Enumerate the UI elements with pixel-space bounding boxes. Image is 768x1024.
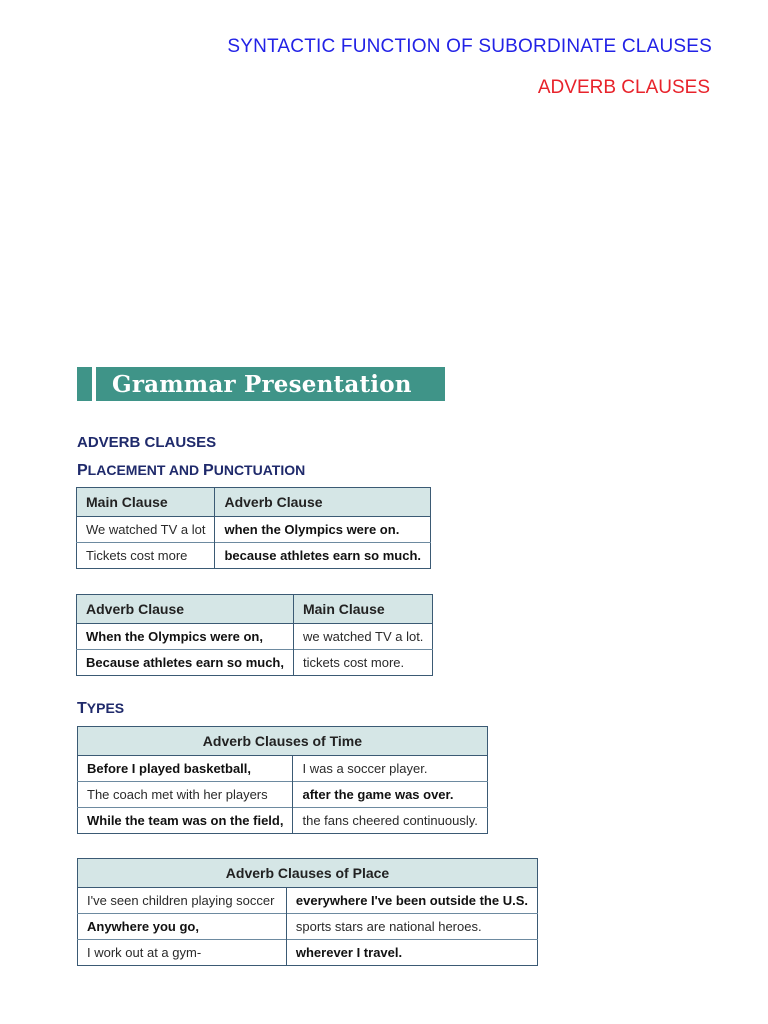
column-header: Adverb Clause [215,488,431,517]
types-heading: TYPES [77,700,125,717]
table-cell: Tickets cost more [77,543,215,569]
table-cell: everywhere I've been outside the U.S. [286,888,537,914]
table-cell: The coach met with her players [78,782,293,808]
table-header-row [77,488,431,517]
table-cell: Anywhere you go, [78,914,287,940]
table-cell: While the team was on the field, [78,808,293,834]
table-row [78,940,538,966]
placement-heading: PLACEMENT AND PUNCTUATION [77,462,306,479]
time-clauses-table [77,726,488,834]
table-title: Adverb Clauses of Time [78,727,488,756]
table-row [77,517,431,543]
table-row [78,914,538,940]
document-title: SYNTACTIC FUNCTION OF SUBORDINATE CLAUSES [227,36,712,57]
table-title: Adverb Clauses of Place [78,859,538,888]
table-cell: sports stars are national heroes. [286,914,537,940]
banner-accent-bar [77,367,96,401]
table-cell: after the game was over. [293,782,487,808]
placement-table-adverb-first [76,594,433,676]
table-cell: I was a soccer player. [293,756,487,782]
table-cell: because athletes earn so much. [215,543,431,569]
table-row [78,888,538,914]
place-clauses-table [77,858,538,966]
column-header: Main Clause [77,488,215,517]
placement-table-main-first [76,487,431,569]
table-cell: We watched TV a lot [77,517,215,543]
table-cell: When the Olympics were on, [77,624,294,650]
table-header-row [78,859,538,888]
table-cell: Before I played basketball, [78,756,293,782]
table-cell: Because athletes earn so much, [77,650,294,676]
table-cell: tickets cost more. [293,650,432,676]
table-cell: when the Olympics were on. [215,517,431,543]
grammar-presentation-banner [77,367,445,401]
table-row [77,650,433,676]
table-row [78,756,488,782]
column-header: Main Clause [293,595,432,624]
banner-label: Grammar Presentation [112,370,412,398]
table-cell: we watched TV a lot. [293,624,432,650]
table-row [77,624,433,650]
section-heading: ADVERB CLAUSES [77,434,217,451]
table-cell: the fans cheered continuously. [293,808,487,834]
table-cell: I've seen children playing soccer [78,888,287,914]
table-cell: wherever I travel. [286,940,537,966]
column-header: Adverb Clause [77,595,294,624]
table-row [78,808,488,834]
table-header-row [77,595,433,624]
table-row [77,543,431,569]
table-header-row [78,727,488,756]
table-row [78,782,488,808]
document-subtitle: ADVERB CLAUSES [537,77,710,98]
table-cell: I work out at a gym- [78,940,287,966]
